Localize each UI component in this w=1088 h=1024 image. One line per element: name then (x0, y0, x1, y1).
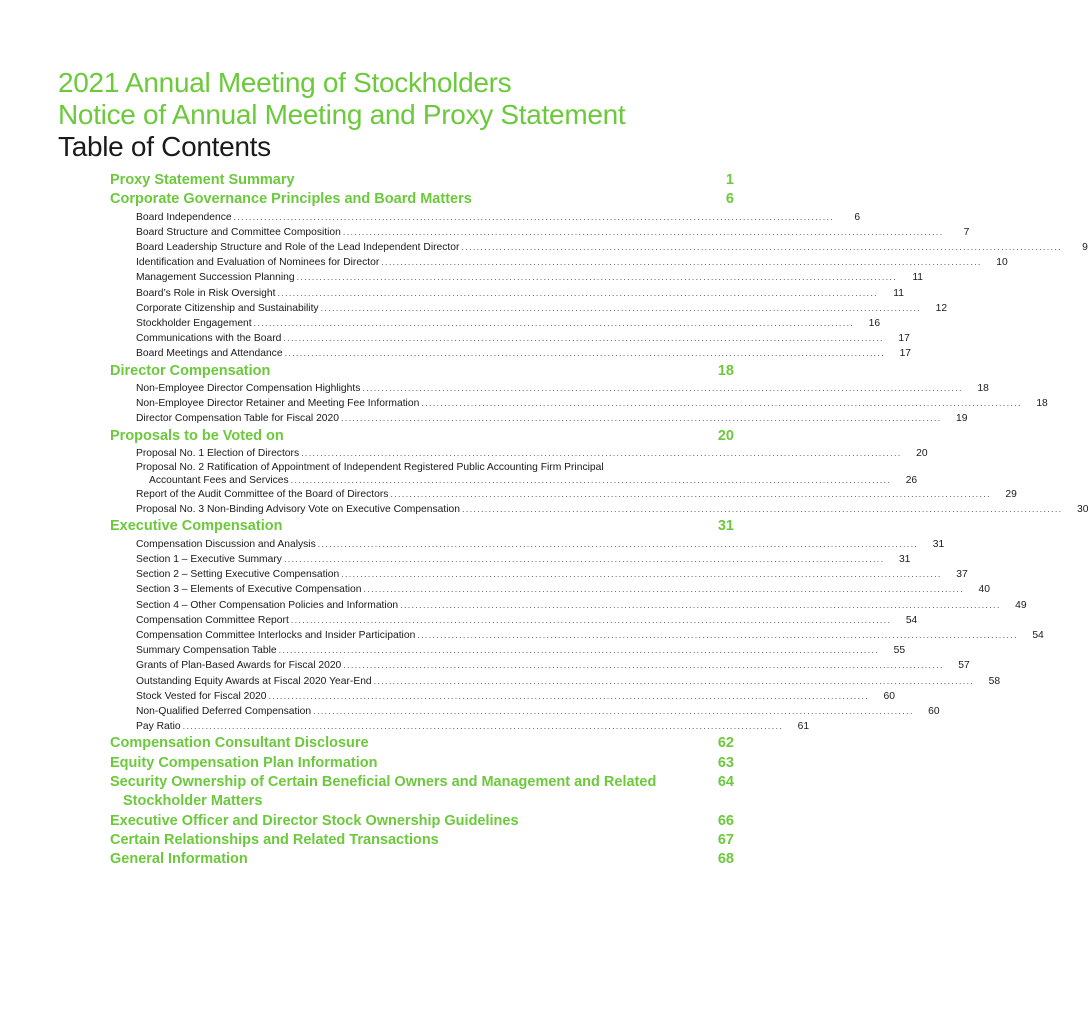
toc-section[interactable] (110, 362, 734, 381)
toc-page-number: 18 (1036, 398, 1048, 410)
toc-section[interactable] (110, 812, 734, 831)
toc-entry-label: Compensation Committee Report (136, 614, 289, 626)
dot-leader: .............................................................................................................................................................. (284, 348, 886, 359)
dot-leader: .............................................................................................................................................................. (296, 272, 898, 283)
toc-section[interactable] (110, 831, 734, 850)
toc-section[interactable] (110, 517, 734, 536)
toc-entry-label: Section 1 – Executive Summary (136, 553, 282, 565)
toc-page-number: 62 (717, 735, 734, 752)
toc-section-label: Corporate Governance Principles and Board Matters (110, 191, 472, 208)
toc-page-number: 40 (978, 584, 990, 596)
toc-entry[interactable] (136, 643, 906, 658)
toc-page-number: 55 (893, 645, 906, 657)
dot-leader: .............................................................................................................................................................. (381, 257, 982, 268)
toc-page-number: 64 (717, 773, 734, 790)
dot-leader: .............................................................................................................................................................. (362, 382, 963, 393)
toc-page-number: 11 (912, 272, 924, 284)
toc-section-label-continued: Stockholder Matters (123, 793, 263, 810)
toc-page-number: 16 (868, 318, 881, 330)
dot-leader: .............................................................................................................................................................. (283, 553, 885, 564)
toc-entry[interactable] (136, 240, 1088, 255)
toc-entry[interactable] (136, 502, 1088, 517)
toc-entry-label-continued: Accountant Fees and Services (149, 475, 289, 487)
toc-page-number: 6 (854, 211, 861, 223)
toc-page-number: 11 (893, 287, 904, 299)
toc-entry[interactable] (136, 487, 1017, 502)
toc-entry[interactable] (136, 225, 970, 240)
dot-leader: .............................................................................................................................................................. (400, 599, 1001, 610)
toc-entry-label: Proposal No. 3 Non-Binding Advisory Vote on Executive Compensation (136, 504, 460, 516)
toc-entry[interactable] (136, 381, 989, 396)
dot-leader: .............................................................................................................................................................. (317, 538, 919, 549)
toc-section[interactable] (110, 190, 734, 209)
toc-entry[interactable] (136, 567, 968, 582)
toc-entry[interactable] (136, 316, 881, 331)
toc-entry-label: Section 2 – Setting Executive Compensation (136, 569, 340, 581)
toc-page-number: 7 (963, 226, 970, 238)
dot-leader: .............................................................................................................................................................. (283, 333, 884, 344)
toc-section-label: Executive Compensation (110, 518, 283, 535)
toc-page-number: 58 (988, 675, 1001, 687)
toc-page-number: 26 (905, 475, 918, 487)
toc-entry-label: Report of the Audit Committee of the Board of Directors (136, 489, 389, 501)
dot-leader: .............................................................................................................................................................. (301, 447, 902, 458)
toc-entry-label: Section 3 – Elements of Executive Compensation (136, 584, 362, 596)
toc-page-number: 37 (956, 569, 968, 581)
toc-entry-label: Corporate Citizenship and Sustainability (136, 302, 319, 314)
toc-page-number: 19 (956, 413, 968, 425)
toc-page-number: 6 (725, 191, 734, 208)
toc-heading: Table of Contents (58, 131, 271, 162)
toc-entry[interactable] (136, 210, 861, 225)
toc-page-number: 68 (717, 851, 734, 868)
toc-page-number: 60 (883, 690, 895, 702)
toc-entry-label: Management Succession Planning (136, 272, 295, 284)
toc-section[interactable] (110, 734, 734, 753)
dot-leader: .............................................................................................................................................................. (253, 318, 855, 329)
toc-entry[interactable] (136, 411, 968, 426)
toc-entry-label: Non-Qualified Deferred Compensation (136, 705, 312, 717)
toc-page-number: 10 (996, 257, 1008, 269)
dot-leader: .............................................................................................................................................................. (421, 398, 1022, 409)
toc-entry-label: Board Meetings and Attendance (136, 348, 283, 360)
toc-page-number: 60 (928, 705, 940, 717)
toc-section-label: Certain Relationships and Related Transactions (110, 831, 439, 848)
toc-entry-label: Board Structure and Committee Composition (136, 226, 341, 238)
toc-entry-label: Pay Ratio (136, 721, 181, 733)
toc-page-number: 31 (932, 538, 945, 550)
toc-entry[interactable] (136, 704, 940, 719)
toc-entry[interactable] (136, 552, 911, 567)
toc-section-label: Director Compensation (110, 362, 271, 379)
toc-page-number: 57 (958, 660, 970, 672)
dot-leader: .............................................................................................................................................................. (313, 705, 914, 716)
toc-section-label: Security Ownership of Certain Beneficial Owners and Management and Related (110, 773, 657, 790)
toc-entry[interactable] (136, 582, 990, 597)
dot-leader: .............................................................................................................................................................. (268, 690, 869, 701)
dot-leader: .............................................................................................................................................................. (290, 475, 892, 486)
toc-section-label: Compensation Consultant Disclosure (110, 735, 369, 752)
toc-page-number: 12 (935, 302, 948, 314)
toc-section[interactable] (110, 850, 734, 869)
toc-page-number: 49 (1015, 599, 1027, 611)
toc-section[interactable] (110, 171, 734, 190)
toc-entry[interactable] (136, 658, 970, 673)
dot-leader: .............................................................................................................................................................. (417, 629, 1018, 640)
toc-section-label: General Information (110, 851, 248, 868)
toc-entry-label: Non-Employee Director Compensation Highlights (136, 382, 361, 394)
toc-entry-label: Non-Employee Director Retainer and Meeting Fee Information (136, 398, 420, 410)
toc-entry[interactable] (136, 719, 810, 734)
toc-entry[interactable] (136, 613, 918, 628)
toc-page-number: 17 (898, 333, 910, 345)
toc-entry[interactable] (136, 286, 904, 301)
toc-entry-label: Section 4 – Other Compensation Policies and Information (136, 599, 399, 611)
dot-leader: .............................................................................................................................................................. (363, 584, 964, 595)
dot-leader: .............................................................................................................................................................. (341, 413, 942, 424)
toc-entry-label: Compensation Committee Interlocks and Insider Participation (136, 629, 416, 641)
toc-page-number: 66 (717, 812, 734, 829)
toc-section-label: Proxy Statement Summary (110, 172, 295, 188)
dot-leader: .............................................................................................................................................................. (320, 302, 922, 313)
dot-leader: .............................................................................................................................................................. (278, 645, 880, 656)
toc-entry[interactable] (136, 628, 1044, 643)
toc-entry[interactable] (136, 255, 1008, 270)
notice-title: Notice of Annual Meeting and Proxy Statement (58, 99, 626, 130)
dot-leader: .............................................................................................................................................................. (277, 287, 878, 298)
toc-entry-label: Identification and Evaluation of Nominees for Director (136, 257, 380, 269)
toc-page-number: 31 (717, 518, 734, 535)
toc-entry-label: Stock Vested for Fiscal 2020 (136, 690, 267, 702)
toc-entry[interactable] (136, 346, 912, 361)
toc-entry[interactable] (136, 461, 918, 487)
toc-entry-label: Proposal No. 2 Ratification of Appointment of Independent Registered Public Accounting Firm Principal (136, 462, 604, 474)
toc-entry[interactable] (136, 301, 948, 316)
toc-section[interactable] (110, 427, 734, 446)
document-header (58, 67, 625, 163)
toc-entry-label: Grants of Plan-Based Awards for Fiscal 2020 (136, 660, 342, 672)
toc-entry[interactable] (136, 689, 895, 704)
toc-entry-label: Summary Compensation Table (136, 645, 277, 657)
dot-leader: .............................................................................................................................................................. (341, 569, 942, 580)
toc-entry[interactable] (136, 396, 1048, 411)
toc-entry-label: Communications with the Board (136, 333, 282, 345)
toc-entry-label: Board Leadership Structure and Role of the Lead Independent Director (136, 242, 460, 253)
toc-page-number: 20 (916, 447, 928, 459)
dot-leader: .............................................................................................................................................................. (290, 614, 892, 625)
toc-entry[interactable] (136, 446, 928, 461)
toc-page-number: 17 (899, 348, 912, 360)
dot-leader: .............................................................................................................................................................. (343, 660, 944, 671)
toc-page-number: 54 (905, 614, 918, 626)
dot-leader: .............................................................................................................................................................. (233, 211, 835, 222)
toc-section[interactable] (110, 754, 734, 773)
toc-entry-label: Compensation Discussion and Analysis (136, 538, 316, 550)
toc-entry[interactable] (136, 270, 924, 285)
toc-entry[interactable] (136, 331, 910, 346)
toc-page-number: 9 (1082, 242, 1088, 253)
toc-page-number: 18 (977, 382, 989, 394)
toc-page-number: 31 (898, 553, 911, 565)
toc-page-number: 67 (717, 831, 734, 848)
toc-section-label: Executive Officer and Director Stock Ownership Guidelines (110, 812, 519, 829)
table-of-contents (110, 171, 1088, 869)
toc-section[interactable] (110, 773, 734, 812)
toc-page-number: 1 (725, 172, 734, 188)
toc-entry[interactable] (136, 674, 1001, 689)
toc-entry-label: Director Compensation Table for Fiscal 2020 (136, 413, 339, 425)
dot-leader: .............................................................................................................................................................. (461, 504, 1063, 515)
toc-page-number: 18 (717, 362, 734, 379)
toc-page-number: 20 (717, 427, 734, 444)
dot-leader: .............................................................................................................................................................. (461, 242, 1062, 252)
toc-page-number: 54 (1032, 629, 1044, 641)
toc-entry-label: Outstanding Equity Awards at Fiscal 2020 Year-End (136, 675, 372, 687)
dot-leader: .............................................................................................................................................................. (182, 721, 784, 732)
dot-leader: .............................................................................................................................................................. (373, 675, 975, 686)
toc-entry-label: Board’s Role in Risk Oversight (136, 287, 276, 299)
toc-entry-label: Stockholder Engagement (136, 318, 252, 330)
toc-page-number: 61 (797, 721, 810, 733)
toc-page-number: 30 (1076, 504, 1088, 516)
toc-page-number: 63 (717, 754, 734, 771)
toc-section-label: Equity Compensation Plan Information (110, 754, 378, 771)
dot-leader: .............................................................................................................................................................. (342, 226, 944, 237)
toc-entry[interactable] (136, 537, 945, 552)
dot-leader: .............................................................................................................................................................. (390, 489, 991, 500)
toc-page-number: 29 (1005, 489, 1017, 501)
toc-entry-label: Proposal No. 1 Election of Directors (136, 447, 300, 459)
toc-entry-label: Board Independence (136, 211, 232, 223)
toc-entry[interactable] (136, 598, 1027, 613)
toc-section-label: Proposals to be Voted on (110, 427, 284, 444)
meeting-title: 2021 Annual Meeting of Stockholders (58, 67, 512, 98)
